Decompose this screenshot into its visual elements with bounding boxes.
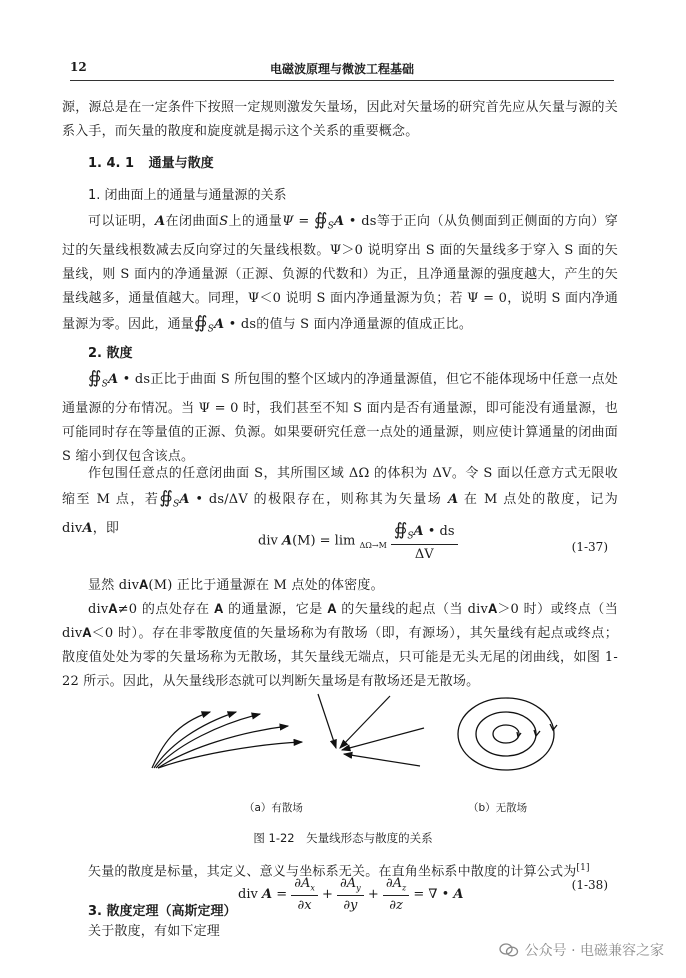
vector-a: A xyxy=(281,533,293,549)
equation-number-1-38: (1-38) xyxy=(571,878,608,892)
eq-text: ∂y xyxy=(343,897,358,913)
symbol-s: S xyxy=(219,214,229,229)
text-run: 的值与 S 面内净通量源的值成正比。 xyxy=(256,316,473,332)
eq-text: • ds xyxy=(423,524,455,539)
text-run: • ds xyxy=(224,316,257,332)
text-run: 在 M 点处的散度，记为 div xyxy=(62,492,619,536)
denominator: ΔV xyxy=(414,546,434,562)
divergent-field-curves xyxy=(152,712,302,768)
vector-a: A xyxy=(413,524,424,539)
eq-text: ∂z xyxy=(389,897,403,913)
eq-text: z xyxy=(402,883,407,893)
eq-text: = ∇ • xyxy=(409,886,454,902)
eq-text: div xyxy=(238,886,262,902)
equation-number-1-37: (1-37) xyxy=(571,540,608,554)
solenoidal-field-circles xyxy=(458,698,557,770)
vector-a: A xyxy=(179,492,190,507)
watermark xyxy=(499,940,664,960)
vector-a: A xyxy=(214,316,225,332)
density-paragraph: 显然 div𝐀(M) 正比于通量源在 M 点处的体密度。 xyxy=(88,578,384,593)
text-run: 正比于曲面 S 所包围的整个区域内的净通量源值，但它不能体现场中任意一点处通量源的分布情况。当 Ψ = 0 时，我们甚至不知 S 面内是否有通量源，即可能没有通量源，也可能同时存在等量值的正源、负源。如果要研究任意一点处的通量源，则应使计算通量的闭曲面 S 缩小到仅包含该点。 xyxy=(62,372,618,464)
surface-integral-symbol: ∯ xyxy=(159,488,173,508)
running-title: 电磁波原理与微波工程基础 xyxy=(269,62,414,76)
figure-1-22 xyxy=(140,684,580,784)
citation: [1] xyxy=(576,863,590,873)
fraction xyxy=(391,520,458,562)
text-run: • ds/ΔV 的极限存在，则称其为矢量场 xyxy=(189,492,448,507)
section-heading xyxy=(88,152,214,171)
divergence-paragraph xyxy=(62,366,618,469)
vector-a: A xyxy=(108,372,119,387)
eq-text: ∂A xyxy=(294,876,311,891)
limit-subscript: ΔΩ→M xyxy=(359,540,387,550)
convergent-field-lines xyxy=(318,694,424,766)
integral-subscript: S xyxy=(173,499,180,510)
subsection-3-title: 3. 散度定理（高斯定理） xyxy=(88,904,237,919)
figure-caption: 图 1-22 矢量线形态与散度的关系 xyxy=(253,831,433,845)
text-run: 作包围任意点的任意闭曲面 S，其所围区域 ΔΩ 的体积为 ΔV。令 S 面以任意方式无限收缩至 M 点，若 xyxy=(62,466,618,507)
vector-a: A xyxy=(82,520,93,536)
vector-a: A xyxy=(447,492,459,507)
text-run: 在闭曲面 xyxy=(165,214,220,229)
fraction-y xyxy=(337,876,364,913)
subfigure-a-caption: （a）有散场 xyxy=(244,802,303,814)
vector-a: A xyxy=(155,214,166,229)
eq-text: div xyxy=(258,533,282,549)
integral-subscript: S xyxy=(327,221,334,232)
fraction-x xyxy=(291,876,318,913)
surface-integral-symbol: ∯ xyxy=(393,520,408,540)
fraction-z xyxy=(383,876,409,913)
flux-paragraph xyxy=(62,208,618,341)
text-run: ，即 xyxy=(92,520,120,536)
eq-text: ∂A xyxy=(385,876,402,891)
page-number: 12 xyxy=(70,60,87,74)
subsection-1-title: 1. 闭曲面上的通量与通量源的关系 xyxy=(88,188,287,203)
vector-a: A xyxy=(333,214,345,229)
section-title: 通量与散度 xyxy=(148,156,214,171)
integral-subscript: S xyxy=(101,379,108,390)
eq-text: y xyxy=(356,883,361,893)
eq-text: ∂A xyxy=(340,876,357,891)
intro-paragraph: 源，源总是在一定条件下按照一定规则激发矢量场，因此对矢量场的研究首先应从矢量与源的关系入手，而矢量的散度和旋度就是揭示这个关系的重要概念。 xyxy=(62,100,618,139)
text-run: 等于正向（从负侧面到正侧面的方向）穿过的矢量线根数减去反向穿过的矢量线根数。 xyxy=(62,214,618,258)
symbol-psi: Ψ xyxy=(282,214,294,229)
integral-subscript: S xyxy=(407,531,414,542)
source-field-paragraph: div𝐀≠0 的点处存在 𝐀 的通量源，它是 𝐀 的矢量线的起点（当 div𝐀＞0 时）或终点（当 div𝐀＜0 时）。存在非零散度值的矢量场称为有散场（即，有源场），其矢量线有起点或终点；散度值处处为零的矢量场称为无散场，其矢量线无端点，只可能是无头无尾的闭曲线，如图 1-22 所示。因此，从矢量线形态就可以判断矢量场是有散场还是无散场。 xyxy=(62,602,618,689)
vector-a: A xyxy=(261,886,273,902)
section-number: 1. 4. 1 xyxy=(88,156,135,171)
eq-text: (M) = lim xyxy=(292,533,356,549)
text-run: • ds xyxy=(118,372,151,387)
text-run: • ds xyxy=(344,214,377,229)
text-run: = xyxy=(293,214,314,229)
theorem-intro: 关于散度，有如下定理 xyxy=(88,924,221,939)
equation-1-38: div A = $\frac{\partial A_x}{\partial x}$ + $\frac{\partial A_y}{\partial y}$ + $\frac{\partial A_z}{\partial z}$ = ∇ • A xyxy=(238,876,464,913)
equation-1-37 xyxy=(258,520,458,562)
text-run: Ψ＞0 说明穿出 S 面的矢量线多于穿入 S 面的矢量线，则 S 面内的净通量源（正源、负源的代数和）为正，且净通量源的强度越大，产生的矢量线越多，通量值越大。同理，Ψ＜0 说明 S 面内净通量源为负；若 Ψ = 0，说明 S 面内净通量源为零。因此，通量 xyxy=(62,242,618,332)
surface-integral-symbol: ∯ xyxy=(88,368,102,388)
subfigure-b-caption: （b）无散场 xyxy=(468,802,528,814)
page-header xyxy=(70,58,614,81)
vector-a: A xyxy=(453,886,464,902)
surface-integral-symbol: ∯ xyxy=(194,312,208,333)
eq-text: ∂x xyxy=(297,897,312,913)
eq-text: x xyxy=(310,883,315,893)
subsection-2-title: 2. 散度 xyxy=(88,346,133,361)
text-run: 上的通量 xyxy=(228,214,283,229)
text-run: 可以证明， xyxy=(88,214,156,229)
integral-subscript: S xyxy=(207,324,215,335)
watermark-text: 公众号 · 电磁兼容之家 xyxy=(524,943,664,959)
surface-integral-symbol: ∯ xyxy=(313,210,328,230)
text-run: 矢量的散度是标量，其定义、意义与坐标系无关。在直角坐标系中散度的计算公式为 xyxy=(88,864,577,880)
numerator xyxy=(391,520,458,545)
wechat-icon xyxy=(499,943,519,957)
